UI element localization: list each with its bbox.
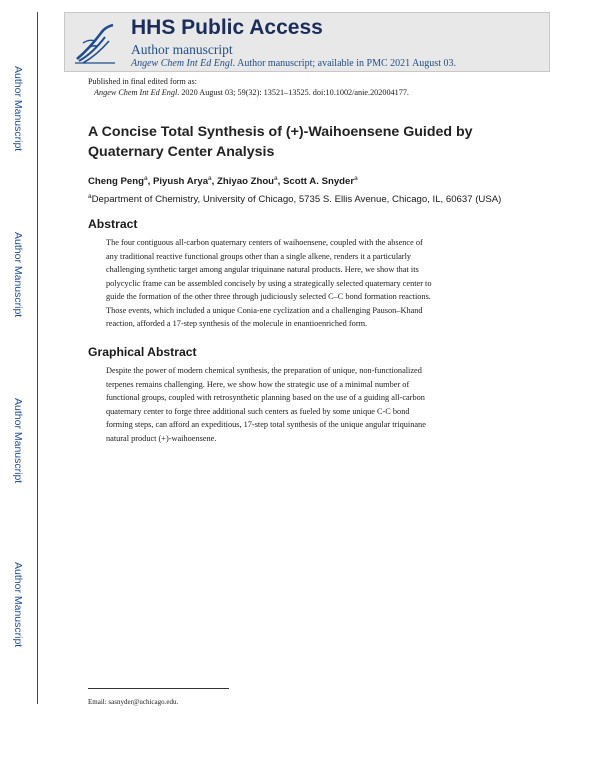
published-label: Published in final edited form as: [88,77,197,86]
header-citation: Angew Chem Int Ed Engl. Author manuscript; available in PMC 2021 August 03. [131,58,456,69]
author-list: Cheng Peng$^a$, Piyush Arya$^a$, Zhiyao Zhou$^a$, Scott A. Snyder$^a$ [88,175,358,188]
affiliation: $^a$Department of Chemistry, University of Chicago, 5735 S. Ellis Avenue, Chicago, IL, 60637 (USA) [88,193,502,206]
footnote-rule [88,688,229,689]
author-manuscript-subtitle: Author manuscript [131,42,233,57]
side-rule [37,12,38,704]
author-name: Cheng Peng [88,176,144,188]
hhs-eagle-logo-icon [71,19,119,67]
author-name: Piyush Arya [152,176,209,188]
graphical-abstract-heading: Graphical Abstract [88,345,197,359]
graphical-abstract-body: Despite the power of modern chemical synthesis, the preparation of unique, non-functionalized terpenes remains challenging. Here, we show how the strategic use of a minimal number of functional groups, coupled with retrosynthetic planning based on the use of a guiding all-carbon quaternary center to forge three additional such centers as fueled by some unique C-C bond forming steps, can afford an expeditious, 17-step total synthesis of the unique angular triquinane natural product (+)-waihoensene. [106,366,426,443]
abstract-heading: Abstract [88,217,138,231]
publication-info [88,76,409,98]
abstract-body: The four contiguous all-carbon quaternary centers of waihoensene, coupled with the absence of any traditional reactive functional groups other than a single alkene, renders it a particularly challenging synthetic target among angular triquinane natural products. Here, we show that its polycyclic frame can be assembled concisely by using a strategically selected quaternary center to guide the formation of the other three through judiciously selected C–C bond formation reactions. Those events, which included a unique Conia-ene cyclization and a challenging Pauson–Khand reaction, afforded a 17-step synthesis of the molecule in enantioenriched form. [106,238,432,328]
article-title: A Concise Total Synthesis of (+)-Waihoensene Guided by Quaternary Center Analysis [88,124,473,160]
hhs-header [64,12,550,72]
author-name: Zhiyao Zhou [217,176,275,188]
publication-citation: Angew Chem Int Ed Engl. 2020 August 03; 59(32): 13521–13525. doi:10.1002/anie.202004177. [94,88,409,97]
corresponding-email: Email: sasnyder@uchicago.edu. [88,698,179,706]
author-name: Scott A. Snyder [283,176,355,188]
hhs-title: HHS Public Access [131,16,323,39]
